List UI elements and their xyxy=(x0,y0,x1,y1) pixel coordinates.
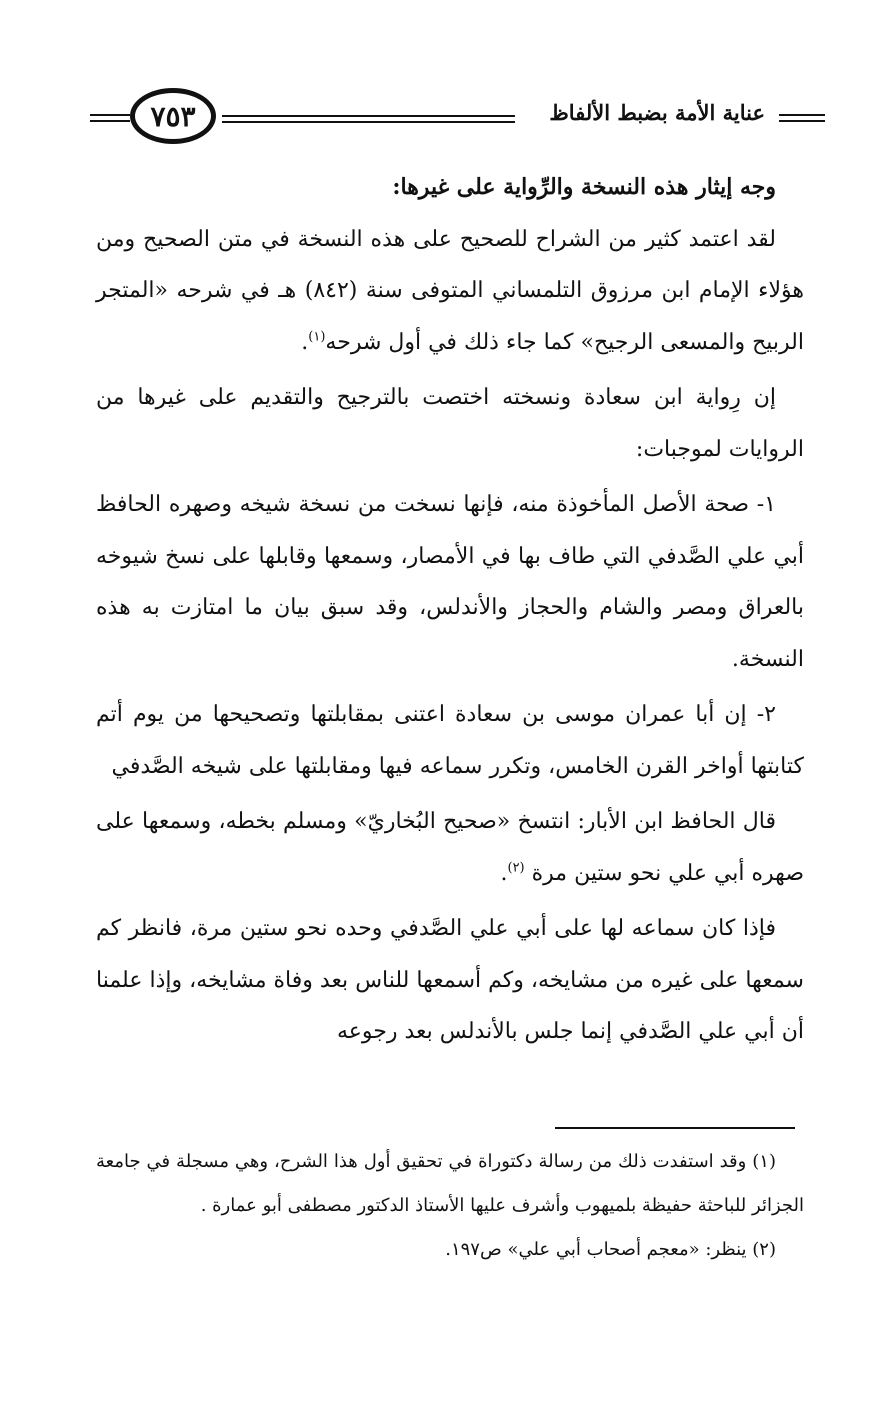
paragraph-end: . xyxy=(301,329,309,355)
footnote-separator xyxy=(555,1127,795,1129)
footnotes xyxy=(96,1140,804,1272)
list-item: ١- صحة الأصل المأخوذة منه، فإنها نسخت من نسخة شيخه وصهره الحافظ أبي علي الصَّدفي التي طاف بها في الأمصار، وسمعها وقابلها على نسخ شيوخه بالعراق ومصر والشام والحجاز والأندلس، وقد سبق بيان ما امتازت به هذه النسخة. xyxy=(96,492,804,672)
paragraph-text: لقد اعتمد كثير من الشراح للصحيح على هذه النسخة في متن الصحيح ومن هؤلاء الإمام ابن مرزوق التلمساني المتوفى سنة (٨٤٢) هـ في شرحه «المتجر الربيح والمسعى الرجيح» كما جاء ذلك في أول شرحه xyxy=(96,226,804,355)
header-rule xyxy=(90,120,130,122)
paragraph-end: . xyxy=(500,860,508,886)
header-rule xyxy=(779,120,825,122)
footnote: (٢) ينظر: «معجم أصحاب أبي علي» ص١٩٧. xyxy=(445,1239,776,1260)
main-text xyxy=(96,162,804,1058)
footnote-ref: (١) xyxy=(308,329,326,345)
paragraph: فإذا كان سماعه لها على أبي علي الصَّدفي وحده نحو ستين مرة، فانظر كم سمعها على غيره من مشايخه، وكم أسمعها للناس بعد وفاة مشايخه، وإذا علمنا أن أبي علي الصَّدفي إنما جلس بالأندلس بعد رجوعه xyxy=(96,916,804,1044)
list-item: ٢- إن أبا عمران موسى بن سعادة اعتنى بمقابلتها وتصحيحها من يوم أتم كتابتها أواخر القرن الخامس، وتكرر سماعه فيها ومقابلتها على شيخه الصَّدفي xyxy=(96,702,804,779)
paragraph xyxy=(96,214,804,369)
header-rule xyxy=(222,121,515,123)
footnote-ref: (٢) xyxy=(507,860,525,876)
quote-text: قال الحافظ ابن الأبار: انتسخ «صحيح البُخاريّ» ومسلم بخطه، وسمعها على صهره أبي علي نحو ستين مرة xyxy=(96,809,804,886)
footnote: (١) وقد استفدت ذلك من رسالة دكتوراة في تحقيق أول هذا الشرح، وهي مسجلة في جامعة الجزائر للباحثة حفيظة بلميهوب وأشرف عليها الأستاذ الدكتور مصطفى أبو عمارة . xyxy=(96,1151,804,1216)
paragraph: إن رِواية ابن سعادة ونسخته اختصت بالترجيح والتقديم على غيرها من الروايات لموجبات: xyxy=(96,385,804,462)
running-title: عناية الأمة بضبط الألفاظ xyxy=(549,100,765,125)
paragraph xyxy=(96,796,804,899)
header-rule xyxy=(779,114,825,116)
header-rule xyxy=(222,115,515,117)
page-number: ٧٥٣ xyxy=(130,88,216,144)
header-rule xyxy=(90,114,130,116)
section-heading: وجه إيثار هذه النسخة والرِّواية على غيرها: xyxy=(392,174,776,200)
page-header xyxy=(90,88,825,152)
